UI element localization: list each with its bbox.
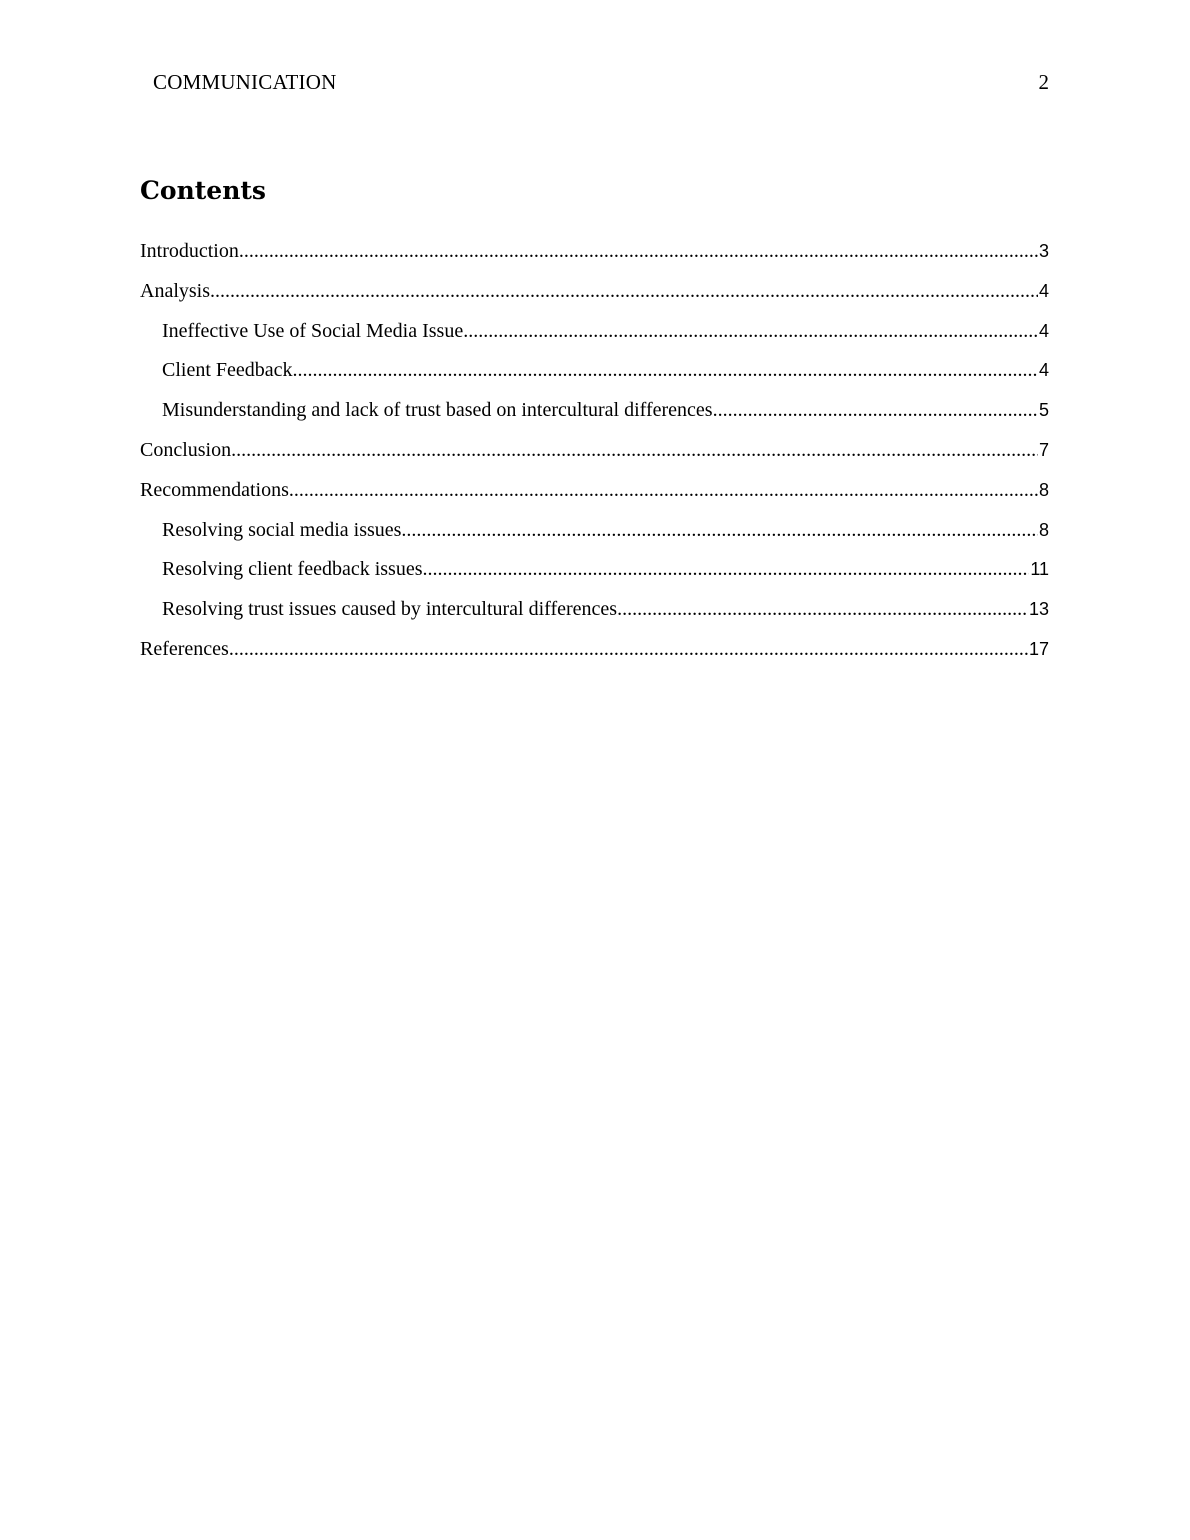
toc-entry-label: Misunderstanding and lack of trust based on intercultural differences xyxy=(162,399,713,422)
toc-dot-leader xyxy=(231,439,1038,462)
toc-dot-leader xyxy=(401,519,1038,542)
toc-entry-ineffective-social-media[interactable] xyxy=(140,320,1049,360)
toc-entry-label: Resolving social media issues xyxy=(162,518,402,541)
toc-entry-page: 3 xyxy=(1038,241,1049,261)
toc-entry-resolving-trust-issues[interactable] xyxy=(140,598,1049,638)
toc-entry-label: Resolving client feedback issues xyxy=(162,558,423,581)
toc-entry-page: 13 xyxy=(1028,599,1049,620)
running-head: COMMUNICATION xyxy=(153,70,337,94)
toc-entry-page: 8 xyxy=(1038,479,1049,500)
toc-dot-leader xyxy=(293,359,1038,382)
toc-entry-conclusion[interactable] xyxy=(140,439,1049,479)
toc-entry-page: 4 xyxy=(1038,320,1049,341)
toc-entry-page: 4 xyxy=(1038,360,1049,381)
toc-entry-page: 5 xyxy=(1038,400,1049,421)
toc-entry-client-feedback[interactable] xyxy=(140,359,1049,399)
table-of-contents xyxy=(140,240,1049,678)
toc-entry-label: Conclusion xyxy=(140,438,232,461)
toc-dot-leader xyxy=(229,638,1028,661)
toc-entry-label: Client Feedback xyxy=(162,359,293,382)
toc-entry-page: 17 xyxy=(1028,638,1049,659)
toc-entry-recommendations[interactable] xyxy=(140,479,1049,519)
toc-entry-label: Introduction xyxy=(140,240,239,262)
toc-entry-references[interactable] xyxy=(140,638,1049,678)
page-number: 2 xyxy=(1038,70,1049,94)
toc-dot-leader xyxy=(617,598,1028,621)
toc-dot-leader xyxy=(713,399,1038,422)
toc-entry-misunderstanding-trust[interactable] xyxy=(140,399,1049,439)
toc-entry-resolving-client-feedback[interactable] xyxy=(140,558,1049,598)
toc-entry-label: Ineffective Use of Social Media Issue xyxy=(162,319,464,342)
toc-dot-leader xyxy=(239,240,1038,263)
toc-entry-label: Recommendations xyxy=(140,478,289,501)
toc-entry-page: 11 xyxy=(1030,559,1049,580)
toc-entry-page: 7 xyxy=(1038,439,1049,460)
toc-entry-analysis[interactable] xyxy=(140,280,1049,320)
toc-dot-leader xyxy=(210,280,1038,303)
toc-entry-introduction[interactable] xyxy=(140,240,1049,280)
toc-entry-page: 4 xyxy=(1038,280,1049,301)
toc-entry-label: Analysis xyxy=(140,279,210,302)
toc-dot-leader xyxy=(289,479,1038,502)
toc-entry-page: 8 xyxy=(1038,519,1049,540)
toc-entry-resolving-social-media[interactable] xyxy=(140,519,1049,559)
contents-title: Contents xyxy=(140,176,267,205)
toc-dot-leader xyxy=(463,320,1038,343)
toc-entry-label: Resolving trust issues caused by intercultural differences xyxy=(162,598,618,621)
toc-entry-label: References xyxy=(140,637,229,660)
toc-dot-leader xyxy=(423,558,1030,581)
